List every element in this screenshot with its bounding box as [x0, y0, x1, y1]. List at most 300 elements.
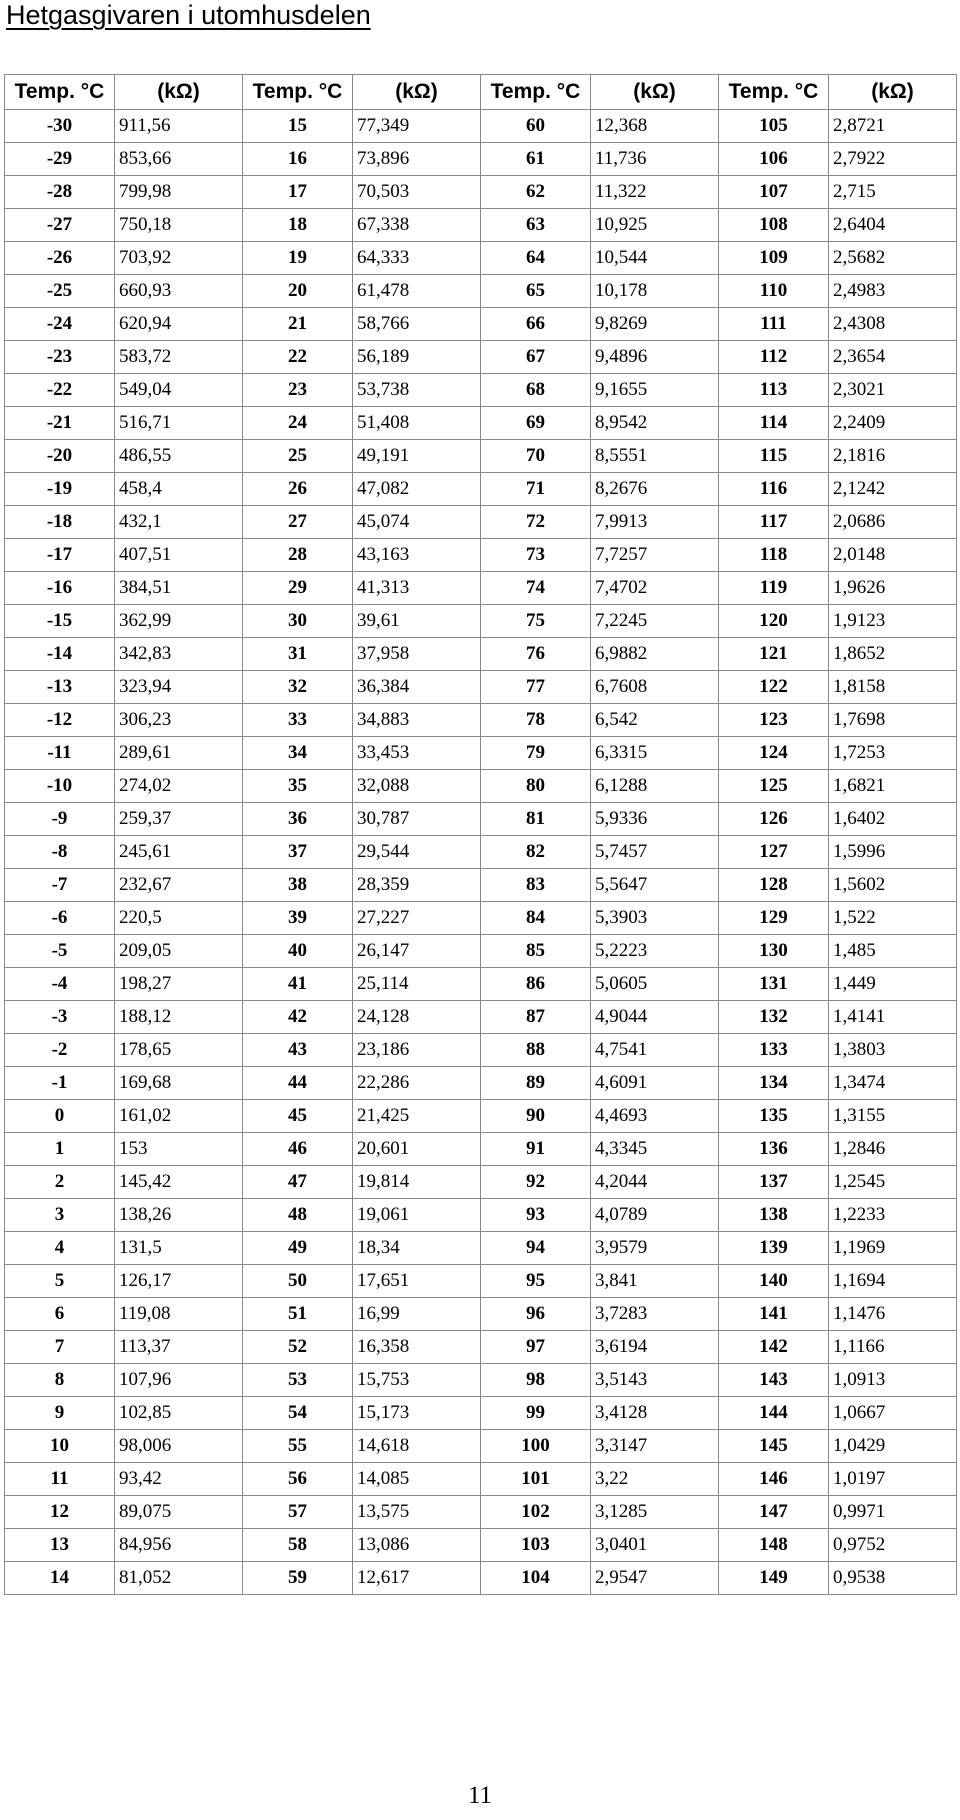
temperature-cell: 0 [5, 1100, 115, 1133]
temperature-cell: 68 [481, 374, 591, 407]
resistance-cell: 7,7257 [591, 539, 719, 572]
resistance-cell: 6,1288 [591, 770, 719, 803]
temperature-cell: -30 [5, 110, 115, 143]
resistance-cell: 1,8652 [829, 638, 957, 671]
resistance-cell: 1,1969 [829, 1232, 957, 1265]
resistance-cell: 1,3803 [829, 1034, 957, 1067]
resistance-cell: 486,55 [115, 440, 243, 473]
resistance-cell: 84,956 [115, 1529, 243, 1562]
page-number: 11 [467, 1782, 493, 1809]
temperature-cell: 97 [481, 1331, 591, 1364]
temperature-cell: 89 [481, 1067, 591, 1100]
resistance-cell: 4,3345 [591, 1133, 719, 1166]
resistance-cell: 2,0686 [829, 506, 957, 539]
table-row [5, 1331, 957, 1364]
temperature-cell: -17 [5, 539, 115, 572]
temperature-cell: 71 [481, 473, 591, 506]
resistance-cell: 4,2044 [591, 1166, 719, 1199]
table-row [5, 1100, 957, 1133]
temperature-cell: 55 [243, 1430, 353, 1463]
resistance-cell: 259,37 [115, 803, 243, 836]
temperature-cell: 2 [5, 1166, 115, 1199]
resistance-cell: 45,074 [353, 506, 481, 539]
temperature-cell: 131 [719, 968, 829, 1001]
temperature-cell: 43 [243, 1034, 353, 1067]
resistance-cell: 8,5551 [591, 440, 719, 473]
temperature-cell: 92 [481, 1166, 591, 1199]
resistance-cell: 3,1285 [591, 1496, 719, 1529]
resistance-cell: 15,753 [353, 1364, 481, 1397]
resistance-cell: 620,94 [115, 308, 243, 341]
resistance-cell: 43,163 [353, 539, 481, 572]
temperature-cell: 80 [481, 770, 591, 803]
resistance-cell: 516,71 [115, 407, 243, 440]
table-row [5, 572, 957, 605]
temperature-cell: 75 [481, 605, 591, 638]
table-row [5, 374, 957, 407]
resistance-cell: 1,485 [829, 935, 957, 968]
resistance-cell: 39,61 [353, 605, 481, 638]
resistance-cell: 153 [115, 1133, 243, 1166]
temperature-cell: 123 [719, 704, 829, 737]
resistance-cell: 2,1816 [829, 440, 957, 473]
resistance-cell: 2,4308 [829, 308, 957, 341]
temperature-cell: 148 [719, 1529, 829, 1562]
temperature-cell: 81 [481, 803, 591, 836]
temperature-cell: 145 [719, 1430, 829, 1463]
resistance-cell: 24,128 [353, 1001, 481, 1034]
resistance-cell: 1,0667 [829, 1397, 957, 1430]
temperature-cell: 79 [481, 737, 591, 770]
temperature-cell: 72 [481, 506, 591, 539]
temperature-cell: 77 [481, 671, 591, 704]
resistance-cell: 7,9913 [591, 506, 719, 539]
temperature-cell: 101 [481, 1463, 591, 1496]
resistance-table [4, 74, 957, 1595]
temperature-cell: 125 [719, 770, 829, 803]
temperature-cell: 130 [719, 935, 829, 968]
resistance-cell: 1,3474 [829, 1067, 957, 1100]
resistance-cell: 1,6821 [829, 770, 957, 803]
temperature-cell: 121 [719, 638, 829, 671]
temperature-cell: -3 [5, 1001, 115, 1034]
temperature-cell: -10 [5, 770, 115, 803]
temperature-cell: -15 [5, 605, 115, 638]
temperature-cell: 143 [719, 1364, 829, 1397]
resistance-cell: 3,9579 [591, 1232, 719, 1265]
temperature-cell: 59 [243, 1562, 353, 1595]
resistance-cell: 1,5996 [829, 836, 957, 869]
temperature-cell: 6 [5, 1298, 115, 1331]
column-header: Temp. °C [5, 75, 115, 110]
resistance-cell: 22,286 [353, 1067, 481, 1100]
resistance-cell: 64,333 [353, 242, 481, 275]
temperature-cell: -25 [5, 275, 115, 308]
resistance-cell: 18,34 [353, 1232, 481, 1265]
resistance-cell: 384,51 [115, 572, 243, 605]
column-header: Temp. °C [481, 75, 591, 110]
temperature-cell: -12 [5, 704, 115, 737]
resistance-cell: 119,08 [115, 1298, 243, 1331]
table-row [5, 308, 957, 341]
resistance-cell: 26,147 [353, 935, 481, 968]
temperature-cell: 24 [243, 407, 353, 440]
table-row [5, 275, 957, 308]
temperature-cell: 41 [243, 968, 353, 1001]
table-row [5, 1364, 957, 1397]
column-header: Temp. °C [719, 75, 829, 110]
resistance-cell: 11,736 [591, 143, 719, 176]
temperature-cell: 60 [481, 110, 591, 143]
temperature-cell: 28 [243, 539, 353, 572]
table-row [5, 1067, 957, 1100]
table-row [5, 836, 957, 869]
temperature-cell: -24 [5, 308, 115, 341]
table-row [5, 143, 957, 176]
temperature-cell: 14 [5, 1562, 115, 1595]
temperature-cell: 70 [481, 440, 591, 473]
resistance-cell: 2,9547 [591, 1562, 719, 1595]
table-row [5, 209, 957, 242]
temperature-cell: 38 [243, 869, 353, 902]
temperature-cell: 94 [481, 1232, 591, 1265]
resistance-cell: 458,4 [115, 473, 243, 506]
resistance-cell: 188,12 [115, 1001, 243, 1034]
resistance-cell: 15,173 [353, 1397, 481, 1430]
resistance-cell: 1,0913 [829, 1364, 957, 1397]
temperature-cell: -21 [5, 407, 115, 440]
resistance-cell: 2,2409 [829, 407, 957, 440]
resistance-cell: 138,26 [115, 1199, 243, 1232]
resistance-cell: 70,503 [353, 176, 481, 209]
table-row [5, 1001, 957, 1034]
column-header: Temp. °C [243, 75, 353, 110]
resistance-cell: 37,958 [353, 638, 481, 671]
temperature-cell: 29 [243, 572, 353, 605]
resistance-cell: 131,5 [115, 1232, 243, 1265]
resistance-cell: 3,3147 [591, 1430, 719, 1463]
temperature-cell: 132 [719, 1001, 829, 1034]
resistance-cell: 1,4141 [829, 1001, 957, 1034]
resistance-cell: 549,04 [115, 374, 243, 407]
resistance-cell: 23,186 [353, 1034, 481, 1067]
temperature-cell: 19 [243, 242, 353, 275]
temperature-cell: 36 [243, 803, 353, 836]
resistance-cell: 11,322 [591, 176, 719, 209]
resistance-cell: 19,061 [353, 1199, 481, 1232]
resistance-cell: 2,3654 [829, 341, 957, 374]
temperature-cell: 82 [481, 836, 591, 869]
temperature-cell: 53 [243, 1364, 353, 1397]
resistance-cell: 16,358 [353, 1331, 481, 1364]
resistance-cell: 47,082 [353, 473, 481, 506]
resistance-cell: 2,0148 [829, 539, 957, 572]
temperature-cell: 3 [5, 1199, 115, 1232]
resistance-cell: 10,178 [591, 275, 719, 308]
resistance-cell: 51,408 [353, 407, 481, 440]
temperature-cell: -18 [5, 506, 115, 539]
resistance-cell: 7,4702 [591, 572, 719, 605]
resistance-cell: 41,313 [353, 572, 481, 605]
resistance-cell: 73,896 [353, 143, 481, 176]
temperature-cell: 22 [243, 341, 353, 374]
resistance-cell: 6,542 [591, 704, 719, 737]
table-row [5, 407, 957, 440]
temperature-cell: 63 [481, 209, 591, 242]
temperature-cell: -6 [5, 902, 115, 935]
resistance-cell: 3,22 [591, 1463, 719, 1496]
temperature-cell: 56 [243, 1463, 353, 1496]
temperature-cell: 113 [719, 374, 829, 407]
resistance-cell: 7,2245 [591, 605, 719, 638]
temperature-cell: 18 [243, 209, 353, 242]
temperature-cell: 137 [719, 1166, 829, 1199]
resistance-cell: 5,9336 [591, 803, 719, 836]
table-body [5, 110, 957, 1595]
temperature-cell: 128 [719, 869, 829, 902]
temperature-cell: -26 [5, 242, 115, 275]
resistance-cell: 799,98 [115, 176, 243, 209]
temperature-cell: 133 [719, 1034, 829, 1067]
temperature-cell: 7 [5, 1331, 115, 1364]
temperature-cell: 105 [719, 110, 829, 143]
temperature-cell: 61 [481, 143, 591, 176]
resistance-cell: 1,0197 [829, 1463, 957, 1496]
table-row [5, 1199, 957, 1232]
resistance-cell: 56,189 [353, 341, 481, 374]
temperature-cell: 102 [481, 1496, 591, 1529]
table-row [5, 1265, 957, 1298]
temperature-cell: 46 [243, 1133, 353, 1166]
resistance-cell: 1,6402 [829, 803, 957, 836]
resistance-cell: 28,359 [353, 869, 481, 902]
temperature-cell: 47 [243, 1166, 353, 1199]
temperature-cell: -20 [5, 440, 115, 473]
temperature-cell: 31 [243, 638, 353, 671]
temperature-cell: 35 [243, 770, 353, 803]
table-header-row [5, 75, 957, 110]
resistance-cell: 0,9752 [829, 1529, 957, 1562]
temperature-cell: 21 [243, 308, 353, 341]
resistance-cell: 12,368 [591, 110, 719, 143]
table-row [5, 506, 957, 539]
temperature-cell: 78 [481, 704, 591, 737]
temperature-cell: 100 [481, 1430, 591, 1463]
temperature-cell: 4 [5, 1232, 115, 1265]
table-row [5, 968, 957, 1001]
resistance-cell: 34,883 [353, 704, 481, 737]
temperature-cell: 57 [243, 1496, 353, 1529]
resistance-cell: 20,601 [353, 1133, 481, 1166]
resistance-cell: 3,841 [591, 1265, 719, 1298]
temperature-cell: 138 [719, 1199, 829, 1232]
table-row [5, 1562, 957, 1595]
temperature-cell: 52 [243, 1331, 353, 1364]
resistance-cell: 750,18 [115, 209, 243, 242]
resistance-cell: 10,544 [591, 242, 719, 275]
temperature-cell: 54 [243, 1397, 353, 1430]
resistance-cell: 3,6194 [591, 1331, 719, 1364]
resistance-cell: 9,1655 [591, 374, 719, 407]
resistance-cell: 2,1242 [829, 473, 957, 506]
temperature-cell: -22 [5, 374, 115, 407]
temperature-cell: 58 [243, 1529, 353, 1562]
resistance-cell: 1,522 [829, 902, 957, 935]
resistance-cell: 323,94 [115, 671, 243, 704]
temperature-cell: 108 [719, 209, 829, 242]
temperature-cell: 112 [719, 341, 829, 374]
temperature-cell: 114 [719, 407, 829, 440]
resistance-cell: 4,0789 [591, 1199, 719, 1232]
resistance-cell: 102,85 [115, 1397, 243, 1430]
table-row [5, 176, 957, 209]
temperature-cell: 84 [481, 902, 591, 935]
temperature-cell: 40 [243, 935, 353, 968]
resistance-cell: 29,544 [353, 836, 481, 869]
temperature-cell: 74 [481, 572, 591, 605]
table-row [5, 440, 957, 473]
temperature-cell: 98 [481, 1364, 591, 1397]
temperature-cell: 110 [719, 275, 829, 308]
temperature-cell: 120 [719, 605, 829, 638]
resistance-cell: 98,006 [115, 1430, 243, 1463]
temperature-cell: -4 [5, 968, 115, 1001]
temperature-cell: 146 [719, 1463, 829, 1496]
resistance-cell: 2,3021 [829, 374, 957, 407]
temperature-cell: 67 [481, 341, 591, 374]
temperature-cell: 116 [719, 473, 829, 506]
temperature-cell: 135 [719, 1100, 829, 1133]
temperature-cell: -27 [5, 209, 115, 242]
temperature-cell: 17 [243, 176, 353, 209]
temperature-cell: 34 [243, 737, 353, 770]
resistance-cell: 1,1476 [829, 1298, 957, 1331]
temperature-cell: -8 [5, 836, 115, 869]
resistance-cell: 1,2233 [829, 1199, 957, 1232]
temperature-cell: 25 [243, 440, 353, 473]
temperature-cell: 93 [481, 1199, 591, 1232]
resistance-cell: 289,61 [115, 737, 243, 770]
temperature-cell: -13 [5, 671, 115, 704]
temperature-cell: 32 [243, 671, 353, 704]
resistance-cell: 9,4896 [591, 341, 719, 374]
table-row [5, 869, 957, 902]
resistance-cell: 113,37 [115, 1331, 243, 1364]
temperature-cell: 147 [719, 1496, 829, 1529]
resistance-cell: 21,425 [353, 1100, 481, 1133]
resistance-cell: 49,191 [353, 440, 481, 473]
resistance-cell: 8,9542 [591, 407, 719, 440]
resistance-cell: 6,3315 [591, 737, 719, 770]
resistance-cell: 13,086 [353, 1529, 481, 1562]
table-row [5, 1397, 957, 1430]
resistance-cell: 2,715 [829, 176, 957, 209]
temperature-cell: -28 [5, 176, 115, 209]
resistance-cell: 169,68 [115, 1067, 243, 1100]
resistance-cell: 220,5 [115, 902, 243, 935]
resistance-cell: 232,67 [115, 869, 243, 902]
temperature-cell: 66 [481, 308, 591, 341]
resistance-cell: 2,4983 [829, 275, 957, 308]
resistance-cell: 4,9044 [591, 1001, 719, 1034]
temperature-cell: 104 [481, 1562, 591, 1595]
temperature-cell: 37 [243, 836, 353, 869]
temperature-cell: 96 [481, 1298, 591, 1331]
temperature-cell: 76 [481, 638, 591, 671]
resistance-cell: 36,384 [353, 671, 481, 704]
resistance-cell: 5,0605 [591, 968, 719, 1001]
temperature-cell: 9 [5, 1397, 115, 1430]
temperature-cell: 11 [5, 1463, 115, 1496]
temperature-cell: 42 [243, 1001, 353, 1034]
temperature-cell: 85 [481, 935, 591, 968]
column-header: (kΩ) [829, 75, 957, 110]
table-row [5, 242, 957, 275]
resistance-cell: 2,6404 [829, 209, 957, 242]
temperature-cell: 124 [719, 737, 829, 770]
temperature-cell: 99 [481, 1397, 591, 1430]
resistance-cell: 33,453 [353, 737, 481, 770]
resistance-cell: 2,7922 [829, 143, 957, 176]
resistance-cell: 161,02 [115, 1100, 243, 1133]
temperature-cell: 139 [719, 1232, 829, 1265]
temperature-cell: 119 [719, 572, 829, 605]
resistance-cell: 1,1166 [829, 1331, 957, 1364]
table-row [5, 1166, 957, 1199]
resistance-cell: 583,72 [115, 341, 243, 374]
resistance-cell: 1,9626 [829, 572, 957, 605]
table-row [5, 935, 957, 968]
resistance-cell: 198,27 [115, 968, 243, 1001]
resistance-cell: 2,5682 [829, 242, 957, 275]
temperature-cell: 26 [243, 473, 353, 506]
resistance-cell: 27,227 [353, 902, 481, 935]
resistance-cell: 3,7283 [591, 1298, 719, 1331]
temperature-cell: 122 [719, 671, 829, 704]
resistance-cell: 9,8269 [591, 308, 719, 341]
table-row [5, 1133, 957, 1166]
table-row [5, 671, 957, 704]
resistance-cell: 6,7608 [591, 671, 719, 704]
resistance-cell: 67,338 [353, 209, 481, 242]
temperature-cell: 111 [719, 308, 829, 341]
resistance-cell: 4,4693 [591, 1100, 719, 1133]
temperature-cell: 12 [5, 1496, 115, 1529]
temperature-cell: -11 [5, 737, 115, 770]
temperature-cell: 64 [481, 242, 591, 275]
resistance-cell: 4,6091 [591, 1067, 719, 1100]
temperature-cell: 33 [243, 704, 353, 737]
resistance-cell: 703,92 [115, 242, 243, 275]
resistance-cell: 12,617 [353, 1562, 481, 1595]
resistance-cell: 107,96 [115, 1364, 243, 1397]
resistance-cell: 5,7457 [591, 836, 719, 869]
temperature-cell: 48 [243, 1199, 353, 1232]
resistance-cell: 10,925 [591, 209, 719, 242]
resistance-cell: 1,0429 [829, 1430, 957, 1463]
temperature-cell: 10 [5, 1430, 115, 1463]
temperature-cell: 90 [481, 1100, 591, 1133]
column-header: (kΩ) [115, 75, 243, 110]
table-row [5, 1529, 957, 1562]
table-row [5, 638, 957, 671]
resistance-cell: 89,075 [115, 1496, 243, 1529]
table-row [5, 473, 957, 506]
temperature-cell: 62 [481, 176, 591, 209]
resistance-cell: 53,738 [353, 374, 481, 407]
table-row [5, 605, 957, 638]
temperature-cell: 140 [719, 1265, 829, 1298]
